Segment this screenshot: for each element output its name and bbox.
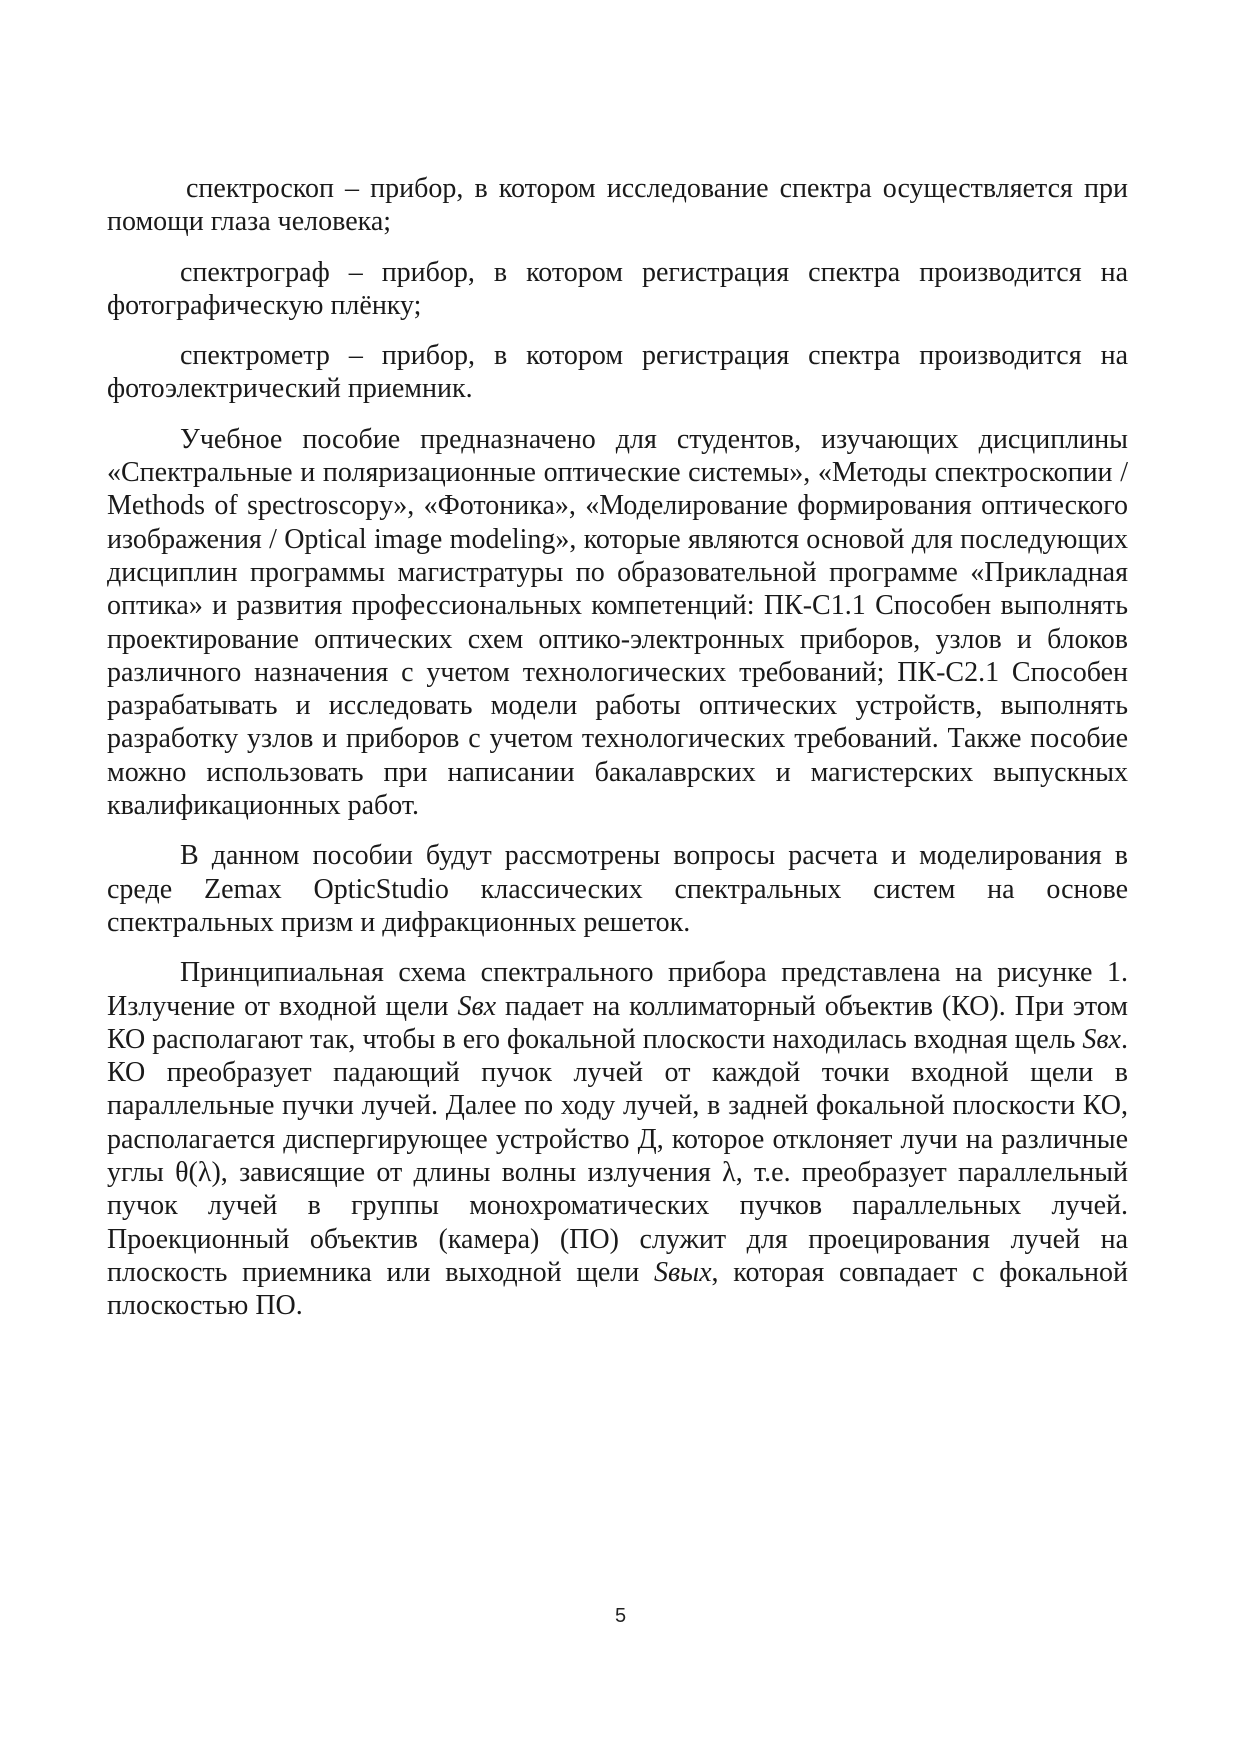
- paragraph-text: В данном пособии будут рассмотрены вопросы расчета и моделирования в среде Zemax OpticStudio классических спектральных систем на основе спектральных призм и дифракционных решеток.: [107, 840, 1128, 938]
- paragraph-spectroscope: [107, 172, 1128, 239]
- paragraph-scope: [107, 839, 1128, 939]
- paragraph-text: , которая совпадает с фокальной плоскостью ПО.: [107, 1256, 1128, 1322]
- paragraph-principle: [107, 956, 1128, 1322]
- paragraph-spectrograph: [107, 256, 1128, 323]
- slit-symbol: Sвх: [457, 990, 497, 1022]
- paragraph-text: спектрограф – прибор, в котором регистрация спектра производится на фотографическую плёнку;: [107, 256, 1128, 321]
- paragraph-spectrometer: [107, 339, 1128, 406]
- paragraph-text: спектроскоп – прибор, в котором исследование спектра осуществляется при помощи глаза человека;: [107, 173, 1128, 238]
- paragraph-text: падает на коллиматорный объектив (КО). При этом КО располагают так, чтобы в его фокальной плоскости находилась входная щель: [107, 990, 1128, 1055]
- slit-symbol: Sвых: [654, 1256, 712, 1288]
- paragraph-text: . КО преобразует падающий пучок лучей от каждой точки входной щели в параллельные пучки лучей. Далее по ходу лучей, в задней фокальной плоскости КО, располагается диспергирующее устройство Д, которое отклоняет лучи на различные углы θ(λ), зависящие от длины волны излучения λ, т.е. преобразует параллельный пучок лучей в группы монохроматических пучков параллельных лучей. Проекционный объектив (камера) (ПО) служит для проецирования лучей на плоскость приемника или выходной щели: [107, 1023, 1128, 1288]
- paragraph-text: Принципиальная схема спектрального прибора представлена на рисунке 1. Излучение от входной щели: [107, 957, 1128, 1022]
- paragraph-text: Учебное пособие предназначено для студентов, изучающих дисциплины «Спектральные и поляризационные оптические системы», «Методы спектроскопии / Methods of spectroscopy», «Фотоника», «Моделирование формирования оптического изображения / Optical image modeling», которые являются основой для последующих дисциплин программы магистратуры по образовательной программе «Прикладная оптика» и развития профессиональных компетенций: ПК-С1.1 Способен выполнять проектирование оптических схем оптико-электронных приборов, узлов и блоков различного назначения с учетом технологических требований; ПК-С2.1 Способен разрабатывать и исследовать модели работы оптических устройств, выполнять разработку узлов и приборов с учетом технологических требований. Также пособие можно использовать при написании бакалаврских и магистерских выпускных квалификационных работ.: [107, 423, 1128, 822]
- slit-symbol: Sвх: [1082, 1023, 1121, 1055]
- page-body: [107, 172, 1128, 1340]
- paragraph-purpose: [107, 423, 1128, 823]
- page-number: 5: [614, 1605, 627, 1627]
- paragraph-text: спектрометр – прибор, в котором регистрация спектра производится на фотоэлектрический приемник.: [107, 340, 1128, 405]
